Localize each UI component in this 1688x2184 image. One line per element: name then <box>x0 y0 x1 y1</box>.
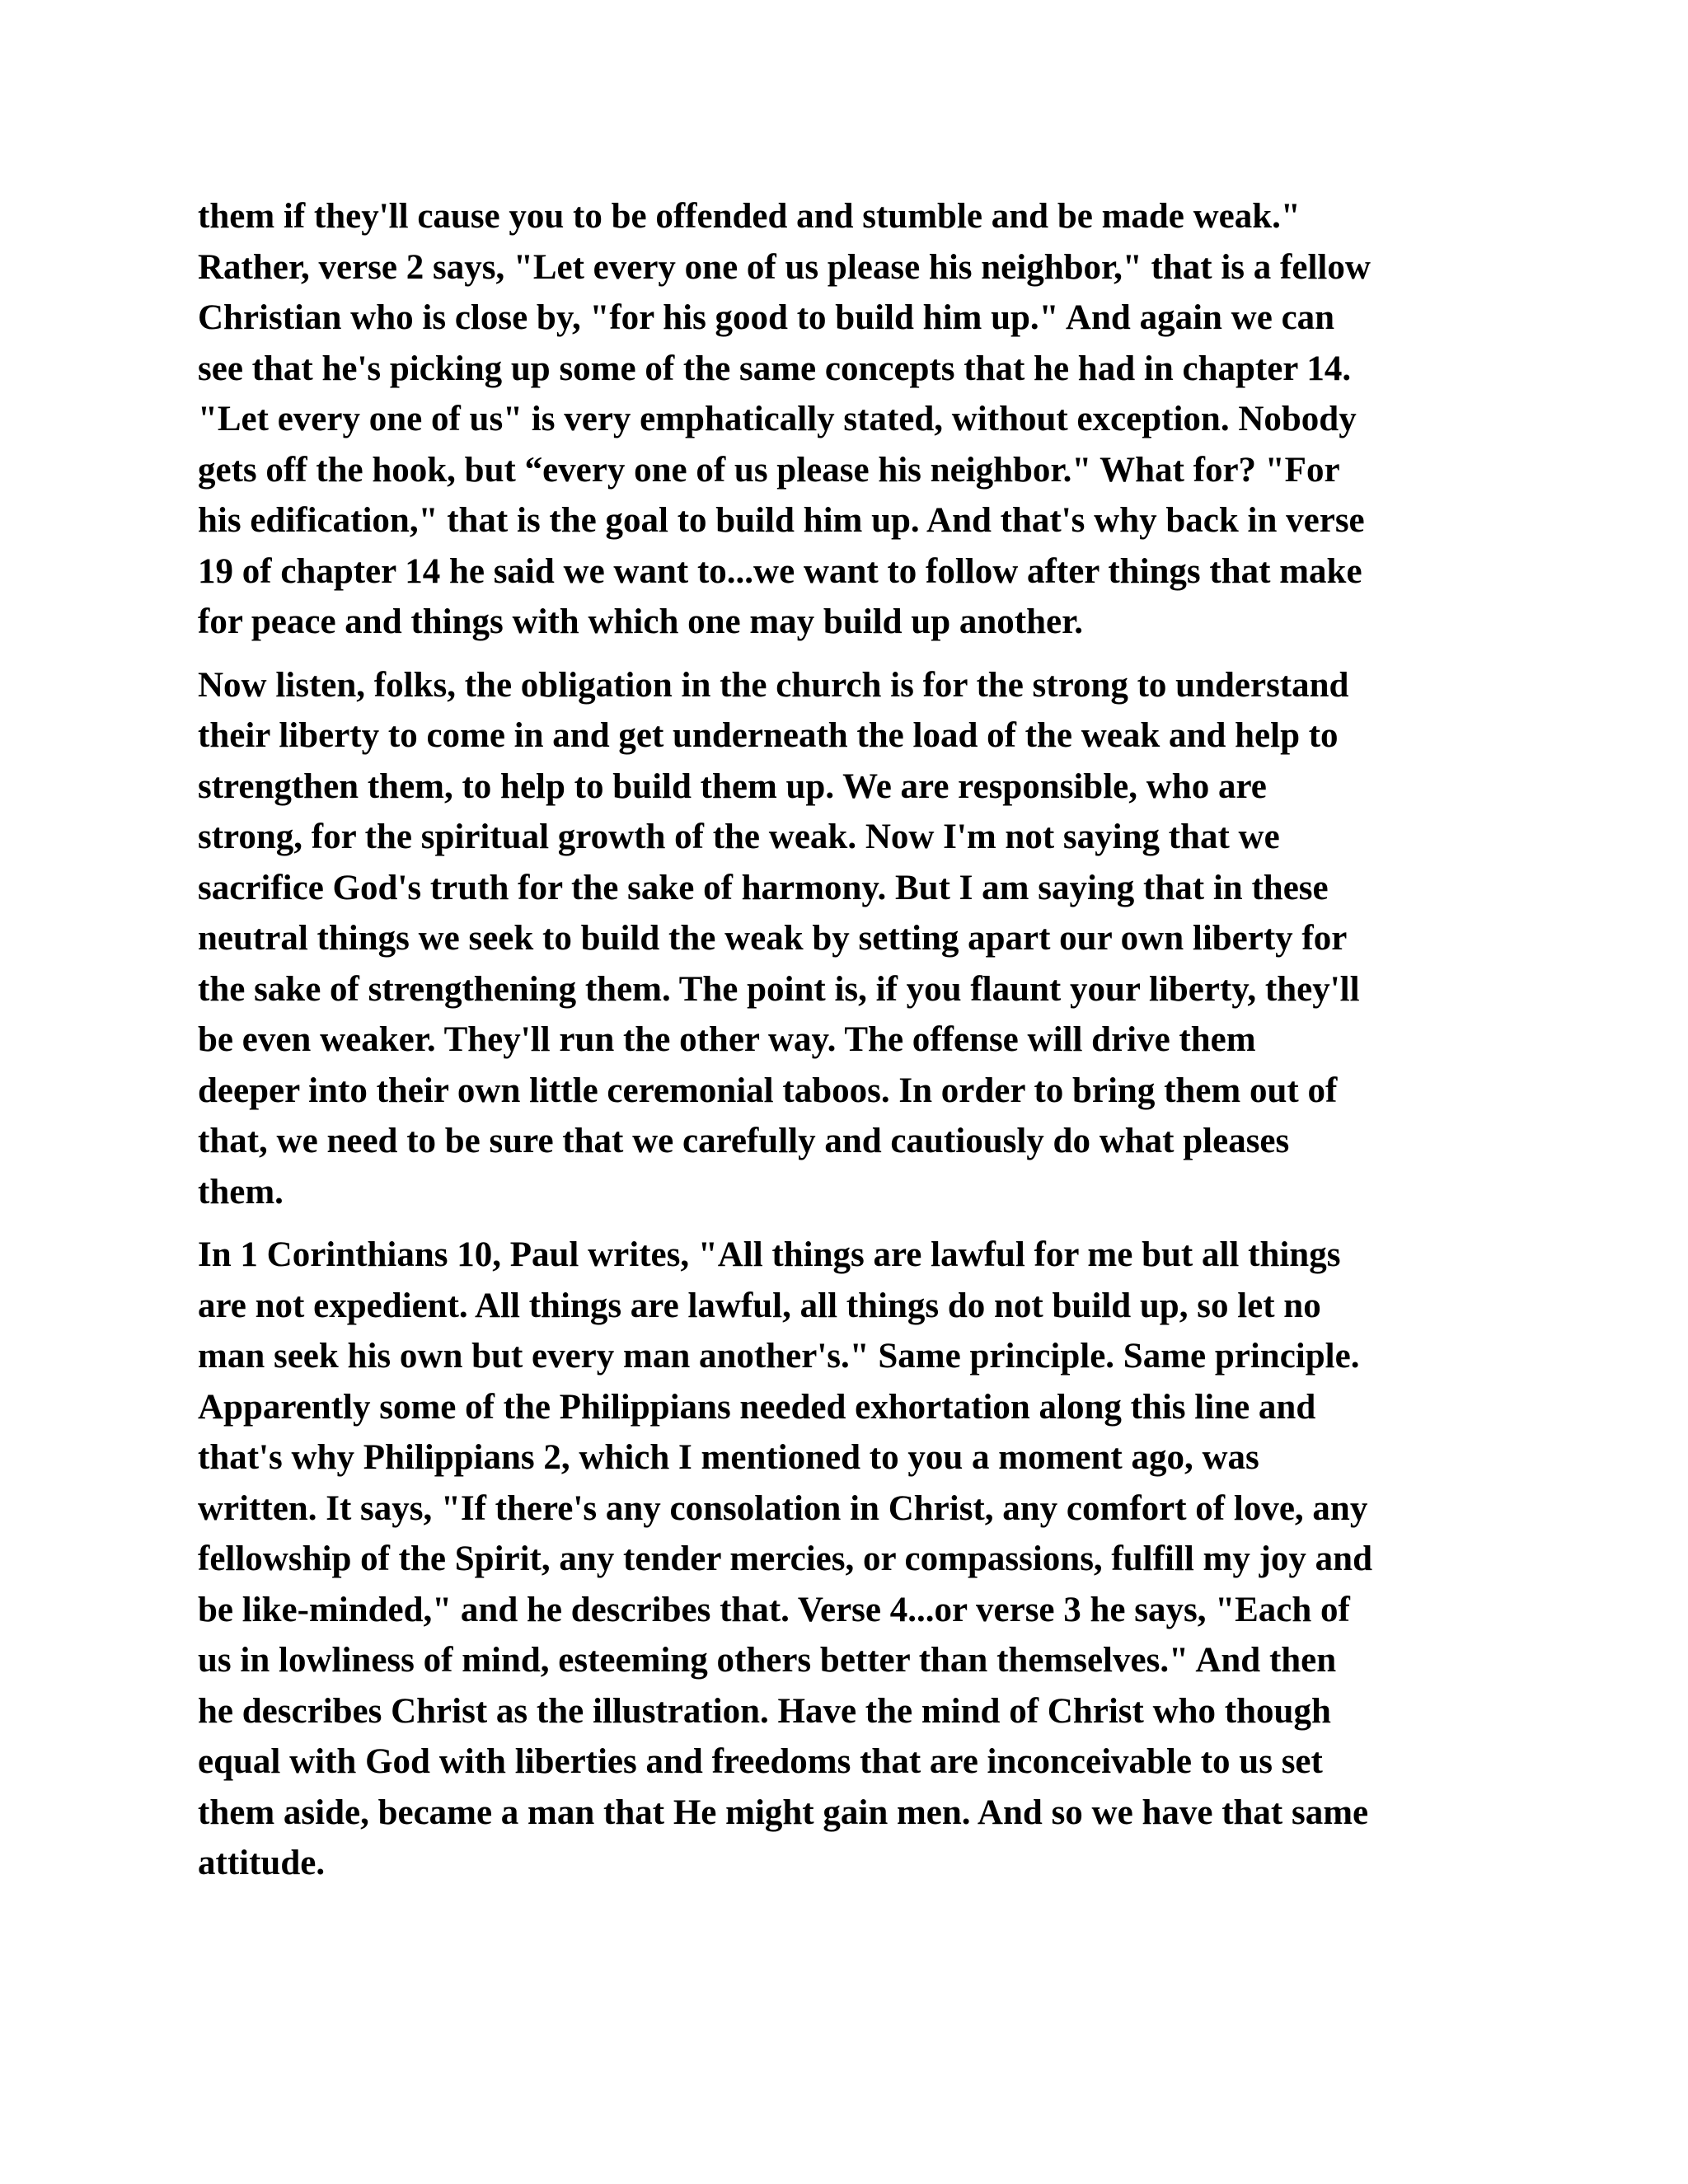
text-line: Rather, verse 2 says, "Let every one of us please his neighbor," that is a fellow <box>198 247 1371 287</box>
paragraph-1 <box>198 191 1484 648</box>
text-line: Now listen, folks, the obligation in the church is for the strong to understand <box>198 665 1349 705</box>
text-line: Apparently some of the Philippians needed exhortation along this line and <box>198 1387 1316 1427</box>
text-line: his edification," that is the goal to build him up. And that's why back in verse <box>198 501 1365 540</box>
text-line: the sake of strengthening them. The point is, if you flaunt your liberty, they'll <box>198 969 1360 1009</box>
paragraph-2 <box>198 660 1484 1218</box>
text-line: Christian who is close by, "for his good to build him up." And again we can <box>198 298 1335 337</box>
text-line: see that he's picking up some of the same concepts that he had in chapter 14. <box>198 349 1352 388</box>
text-line: written. It says, "If there's any consolation in Christ, any comfort of love, any <box>198 1488 1368 1528</box>
text-line: that, we need to be sure that we carefully and cautiously do what pleases <box>198 1122 1290 1160</box>
text-line: sacrifice God's truth for the sake of harmony. But I am saying that in these <box>198 868 1329 907</box>
text-line: them if they'll cause you to be offended and stumble and be made weak." <box>198 197 1301 236</box>
text-line: us in lowliness of mind, esteeming others better than themselves." And then <box>198 1641 1337 1680</box>
text-line: attitude. <box>198 1844 326 1882</box>
text-line: gets off the hook, but “every one of us please his neighbor." What for? "For <box>198 450 1340 490</box>
text-line: be like-minded," and he describes that. Verse 4...or verse 3 he says, "Each of <box>198 1590 1350 1629</box>
text-line: strong, for the spiritual growth of the weak. Now I'm not saying that we <box>198 818 1280 856</box>
text-line: man seek his own but every man another's." Same principle. Same principle. <box>198 1337 1360 1376</box>
text-line: neutral things we seek to build the weak by setting apart our own liberty for <box>198 919 1348 958</box>
text-line: strengthen them, to help to build them up. We are responsible, who are <box>198 766 1267 806</box>
text-line: that's why Philippians 2, which I mentioned to you a moment ago, was <box>198 1438 1259 1477</box>
text-line: them. <box>198 1172 284 1212</box>
text-line: In 1 Corinthians 10, Paul writes, "All things are lawful for me but all things <box>198 1235 1341 1274</box>
text-line: fellowship of the Spirit, any tender mercies, or compassions, fulfill my joy and <box>198 1540 1372 1578</box>
text-line: deeper into their own little ceremonial taboos. In order to bring them out of <box>198 1071 1338 1110</box>
text-line: their liberty to come in and get underneath the load of the weak and help to <box>198 716 1339 755</box>
text-line: them aside, became a man that He might gain men. And so we have that same <box>198 1793 1369 1832</box>
text-line: equal with God with liberties and freedoms that are inconceivable to us set <box>198 1742 1323 1781</box>
paragraph-3 <box>198 1230 1484 1889</box>
text-line: 19 of chapter 14 he said we want to...we want to follow after things that make <box>198 551 1362 591</box>
text-line: "Let every one of us" is very emphatically stated, without exception. Nobody <box>198 400 1357 438</box>
text-line: for peace and things with which one may build up another. <box>198 602 1084 641</box>
text-line: are not expedient. All things are lawful, all things do not build up, so let no <box>198 1286 1321 1325</box>
document-page <box>198 191 1484 1889</box>
text-line: be even weaker. They'll run the other way. The offense will drive them <box>198 1020 1256 1059</box>
text-line: he describes Christ as the illustration. Have the mind of Christ who though <box>198 1691 1331 1731</box>
